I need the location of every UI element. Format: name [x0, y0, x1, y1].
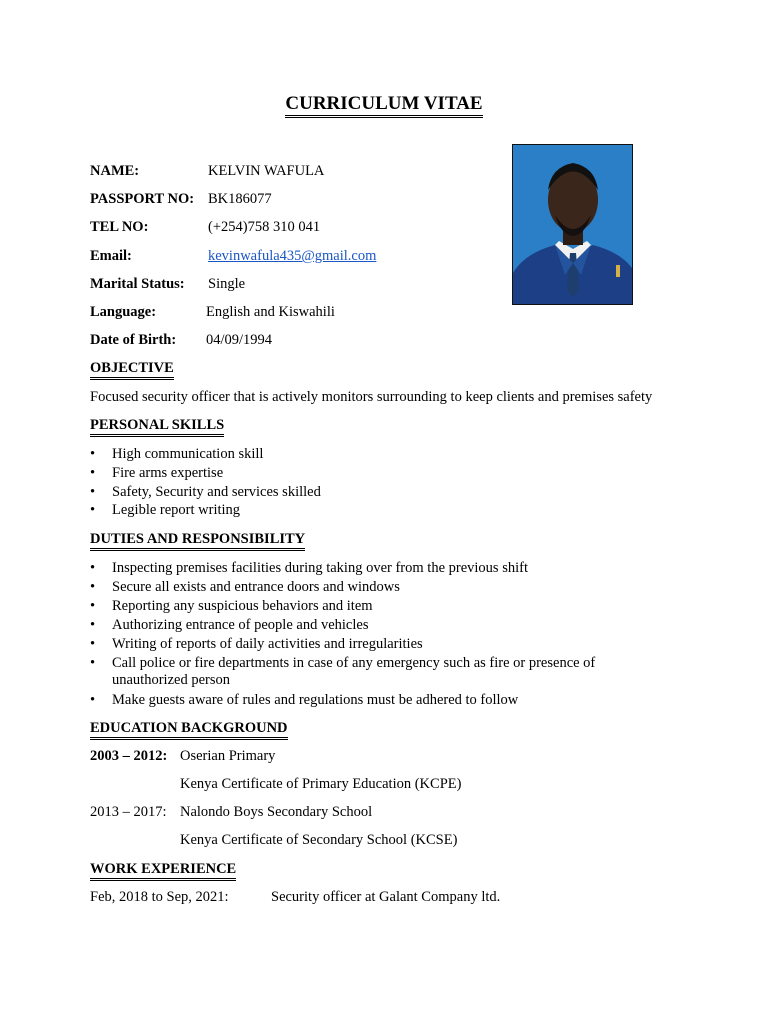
- name-value: KELVIN WAFULA: [208, 163, 325, 179]
- duty-text: Reporting any suspicious behaviors and item: [112, 598, 373, 614]
- education-school: Nalondo Boys Secondary School: [180, 804, 373, 820]
- marital-status-value: Single: [208, 276, 246, 292]
- duties-heading: DUTIES AND RESPONSIBILITY: [90, 530, 305, 551]
- document-title: CURRICULUM VITAE: [0, 93, 768, 118]
- work-period: Feb, 2018 to Sep, 2021:: [90, 889, 229, 905]
- tel-label: TEL NO:: [90, 219, 149, 235]
- education-certificate: Kenya Certificate of Primary Education (KCPE): [180, 776, 462, 792]
- bullet: •: [90, 692, 96, 708]
- dob-label: Date of Birth:: [90, 332, 177, 348]
- duty-text: Writing of reports of daily activities and irregularities: [112, 636, 423, 652]
- skill-text: Fire arms expertise: [112, 465, 224, 481]
- bullet: •: [90, 617, 96, 633]
- objective-heading: OBJECTIVE: [90, 359, 174, 380]
- personal-skills-heading: PERSONAL SKILLS: [90, 416, 224, 437]
- duty-text: Call police or fire departments in case of any emergency such as fire or presence of unauthorized person: [112, 655, 596, 688]
- passport-label: PASSPORT NO:: [90, 191, 195, 207]
- bullet: •: [90, 484, 96, 500]
- work-experience-heading: WORK EXPERIENCE: [90, 860, 236, 881]
- bullet: •: [90, 655, 96, 671]
- bullet: •: [90, 465, 96, 481]
- objective-text: Focused security officer that is actively monitors surrounding to keep clients and premises safety: [90, 389, 653, 405]
- language-value: English and Kiswahili: [206, 304, 335, 320]
- profile-photo: [512, 144, 633, 305]
- bullet: •: [90, 446, 96, 462]
- bullet: •: [90, 636, 96, 652]
- education-heading: EDUCATION BACKGROUND: [90, 719, 288, 740]
- education-period: 2003 – 2012:: [90, 748, 168, 764]
- marital-status-label: Marital Status:: [90, 276, 185, 292]
- education-period: 2013 – 2017:: [90, 804, 167, 820]
- bullet: •: [90, 502, 96, 518]
- bullet: •: [90, 560, 96, 576]
- email-link[interactable]: kevinwafula435@gmail.com: [208, 248, 377, 264]
- duty-text: Authorizing entrance of people and vehicles: [112, 617, 369, 633]
- skill-text: High communication skill: [112, 446, 264, 462]
- name-label: NAME:: [90, 163, 140, 179]
- duty-text: Inspecting premises facilities during taking over from the previous shift: [112, 560, 528, 576]
- skill-text: Safety, Security and services skilled: [112, 484, 321, 500]
- education-certificate: Kenya Certificate of Secondary School (KCSE): [180, 832, 458, 848]
- email-label: Email:: [90, 248, 132, 264]
- education-school: Oserian Primary: [180, 748, 276, 764]
- tel-value: (+254)758 310 041: [208, 219, 321, 235]
- language-label: Language:: [90, 304, 157, 320]
- duty-text: Secure all exists and entrance doors and windows: [112, 579, 400, 595]
- work-role: Security officer at Galant Company ltd.: [271, 889, 501, 905]
- duty-text: Make guests aware of rules and regulations must be adhered to follow: [112, 692, 519, 708]
- bullet: •: [90, 598, 96, 614]
- bullet: •: [90, 579, 96, 595]
- skill-text: Legible report writing: [112, 502, 241, 518]
- dob-value: 04/09/1994: [206, 332, 273, 348]
- passport-value: BK186077: [208, 191, 272, 207]
